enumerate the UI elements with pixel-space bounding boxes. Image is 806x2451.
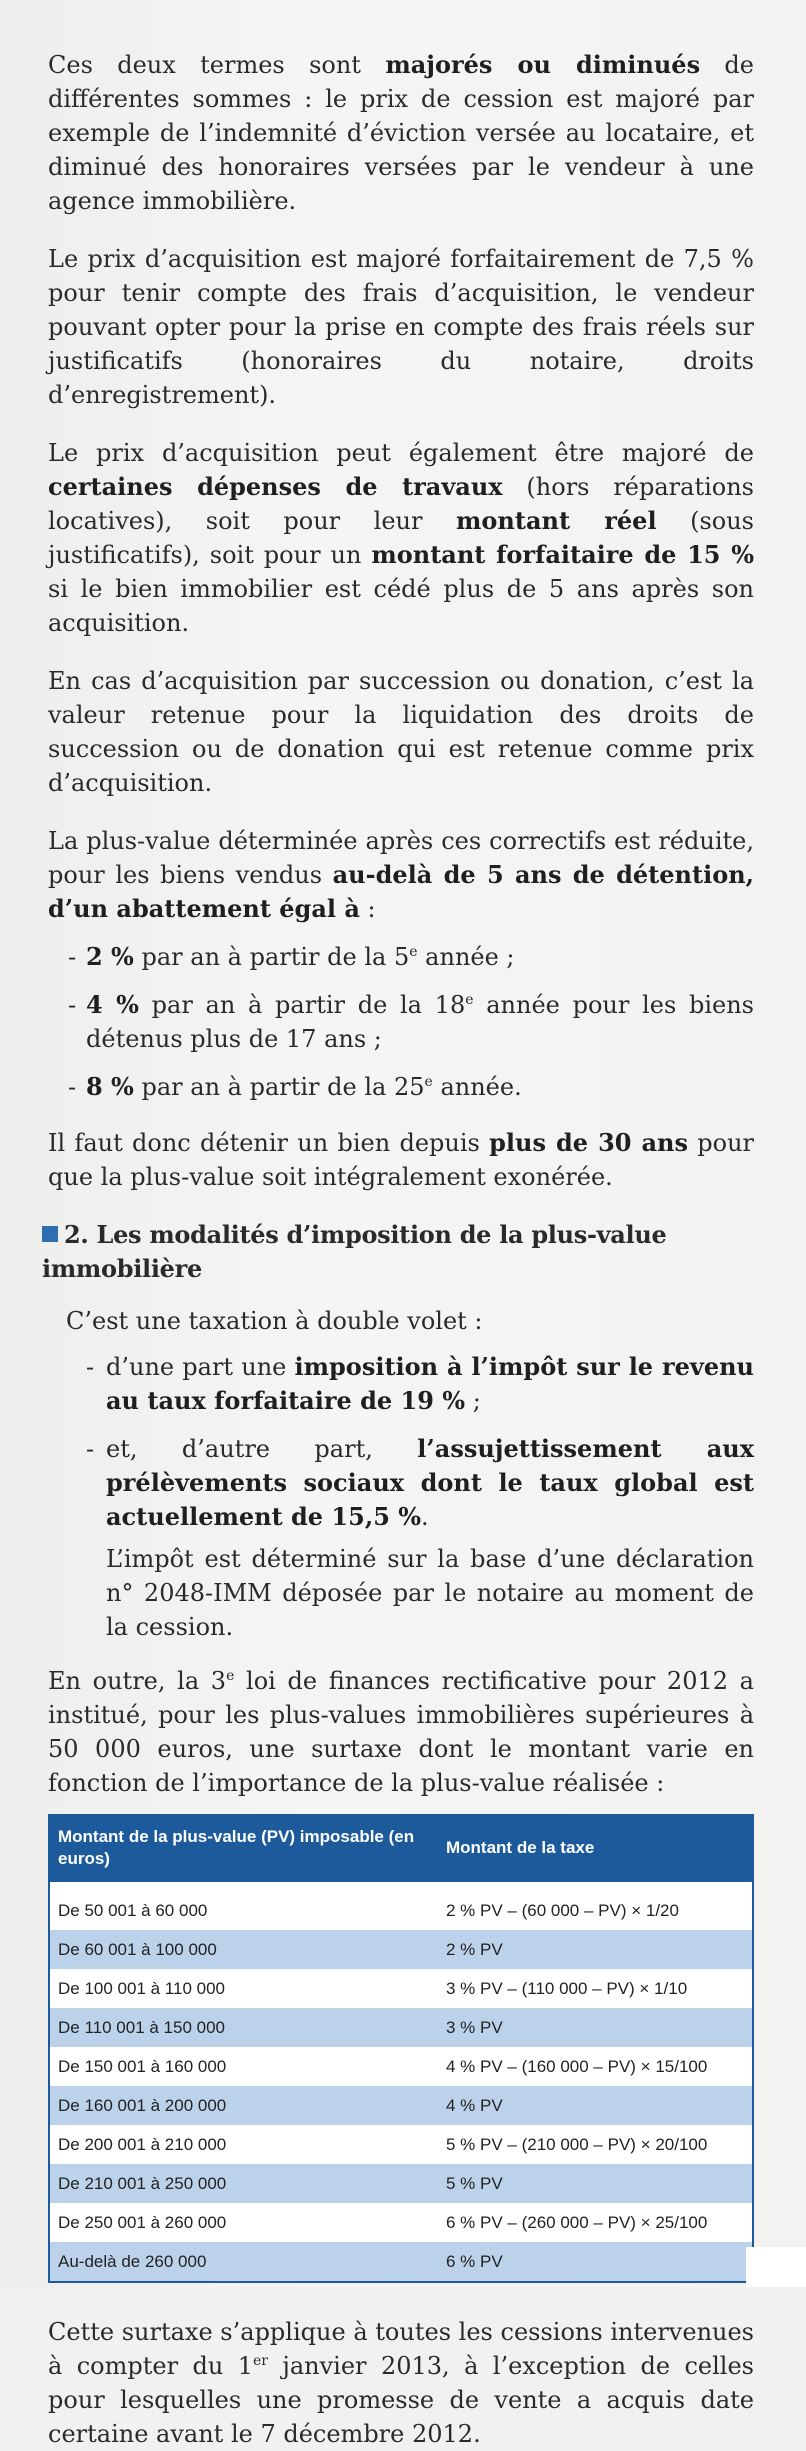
- section-title: 2. Les modalités d’imposition de la plus-value immobilière: [42, 1220, 667, 1283]
- table-cell: 4 % PV – (160 000 – PV) × 15/100: [446, 2056, 708, 2076]
- table-cell: 2 % PV – (60 000 – PV) × 1/20: [446, 1900, 679, 1920]
- paragraph-frais-acquisition: Le prix d’acquisition est majoré forfaitairement de 7,5 % pour tenir compte des frais d’acquisition, le vendeur pouvant opter pour la prise en compte des frais réels sur justificatifs (honoraires du notaire, droits d’enregistrement).: [48, 245, 754, 409]
- list-item: - d’une part une imposition à l’impôt sur le revenu au taux forfaitaire de 19 % ;: [48, 1350, 754, 1418]
- paragraph-majores-diminues: Ces deux termes sont majorés ou diminués de différentes sommes : le prix de cession est majoré par exemple de l’indemnité d’éviction versée au locataire, et diminué des honoraires versées par le vendeur à une agence immobilière.: [48, 50, 754, 215]
- paragraph-30-ans: Il faut donc détenir un bien depuis plus de 30 ans pour que la plus-value soit intégralement exonérée.: [48, 1128, 755, 1191]
- paragraph-abattement: La plus-value déterminée après ces correctifs est réduite, pour les biens vendus au-delà de 5 ans de détention, d’un abattement égal à :: [48, 827, 755, 923]
- table-row: [49, 2125, 753, 2164]
- paragraph-depenses-travaux: Le prix d’acquisition peut également être majoré de certaines dépenses de travaux (hors réparations locatives), soit pour leur montant réel (sous justificatifs), soit pour un montant forfaitaire de 15 % si le bien immobilier est cédé plus de 5 ans après son acquisition.: [48, 439, 755, 637]
- column-header-plus-value: Montant de la plus-value (PV) imposable (en euros): [49, 1815, 438, 1882]
- column-header-taxe: Montant de la taxe: [438, 1815, 753, 1882]
- table-cell: 3 % PV – (110 000 – PV) × 1/10: [446, 1978, 688, 1998]
- table-cell: 6 % PV – (260 000 – PV) × 25/100: [446, 2212, 708, 2232]
- table-row: [49, 2203, 753, 2242]
- table-header-row: [49, 1815, 753, 1882]
- scan-edge: [746, 2247, 806, 2287]
- list-item: - 4 % par an à partir de la 18e année pour les biens détenus plus de 17 ans ;: [48, 988, 754, 1056]
- table-cell: De 110 001 à 150 000: [49, 2008, 438, 2047]
- list-item: - 8 % par an à partir de la 25e année.: [48, 1070, 754, 1104]
- table-cell: 5 % PV – (210 000 – PV) × 20/100: [446, 2134, 708, 2154]
- taxation-list: [48, 1350, 754, 1534]
- table-row: [49, 2086, 753, 2125]
- paragraph-surtaxe: En outre, la 3e loi de finances rectificative pour 2012 a institué, pour les plus-values immobilières supérieures à 50 000 euros, une surtaxe dont le montant varie en fonction de l’importance de la plus-value réalisée :: [48, 1667, 754, 1797]
- table-row: [49, 1882, 753, 1930]
- table-cell: De 60 001 à 100 000: [49, 1930, 438, 1969]
- table-row: [49, 1969, 753, 2008]
- table-row: [49, 2008, 753, 2047]
- abattement-list: [48, 940, 754, 1104]
- table-cell: 4 % PV: [438, 2086, 753, 2125]
- table-cell: De 250 001 à 260 000: [58, 2212, 227, 2232]
- table-row: [49, 2047, 753, 2086]
- table-cell: De 160 001 à 200 000: [49, 2086, 438, 2125]
- table-cell: De 150 001 à 160 000: [58, 2056, 227, 2076]
- table-cell: 3 % PV: [438, 2008, 753, 2047]
- paragraph-double-volet: C’est une taxation à double volet :: [66, 1307, 483, 1335]
- paragraph-succession-donation: En cas d’acquisition par succession ou donation, c’est la valeur retenue pour la liquidation des droits de succession ou de donation qui est retenue comme prix d’acquisition.: [48, 667, 754, 797]
- table-cell: Au-delà de 260 000: [49, 2242, 438, 2282]
- table-cell: De 50 001 à 60 000: [58, 1900, 208, 1920]
- paragraph-closing: Cette surtaxe s’applique à toutes les cessions intervenues à compter du 1er janvier 2013, à l’exception de celles pour lesquelles une promesse de vente a acquis date certaine avant le 7 décembre 2012.: [48, 2318, 755, 2448]
- table-row: [49, 1930, 753, 1969]
- table-row: [49, 2242, 753, 2282]
- table-cell: 2 % PV: [438, 1930, 753, 1969]
- surtaxe-table: [48, 1814, 754, 2283]
- table-row: [49, 2164, 753, 2203]
- table-cell: De 210 001 à 250 000: [49, 2164, 438, 2203]
- square-bullet-icon: [42, 1226, 58, 1242]
- list-item: - et, d’autre part, l’assujettissement aux prélèvements sociaux dont le taux global est actuellement de 15,5 %.: [48, 1432, 754, 1534]
- list-item: - 2 % par an à partir de la 5e année ;: [48, 940, 754, 974]
- table-cell: 5 % PV: [438, 2164, 753, 2203]
- table-cell: De 100 001 à 110 000: [58, 1978, 225, 1998]
- table-cell: 6 % PV: [438, 2242, 753, 2282]
- paragraph-declaration-2048: L’impôt est déterminé sur la base d’une déclaration n° 2048-IMM déposée par le notaire au moment de la cession.: [106, 1545, 754, 1641]
- table-cell: De 200 001 à 210 000: [58, 2134, 227, 2154]
